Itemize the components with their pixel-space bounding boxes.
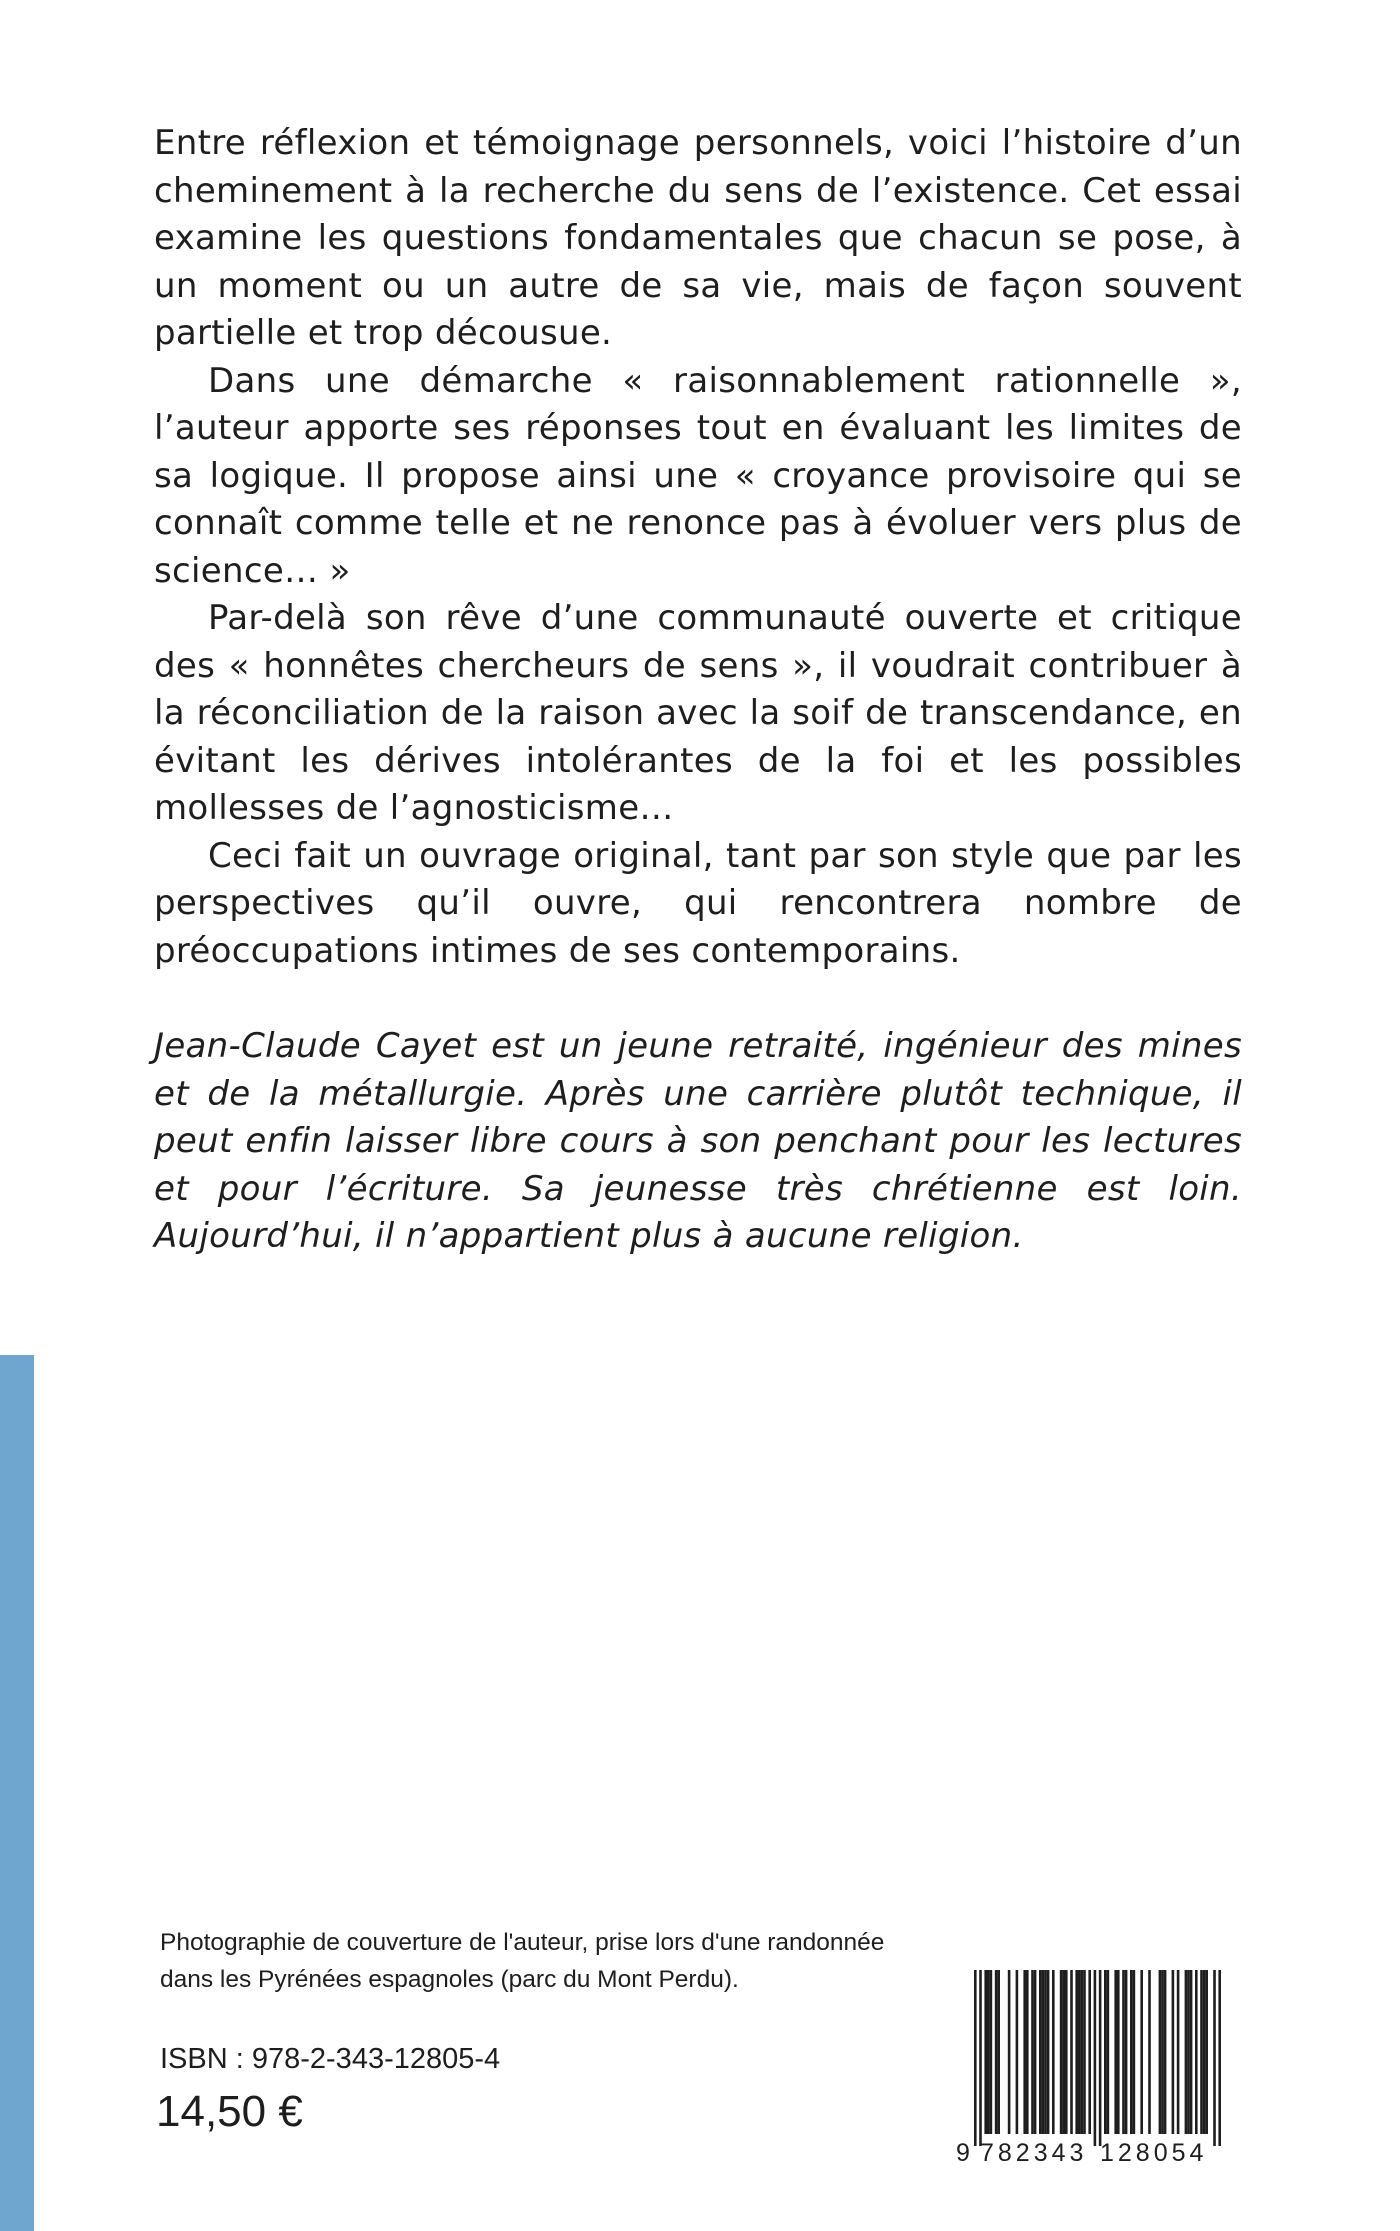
accent-side-bar — [0, 1355, 34, 2231]
barcode-bar — [1070, 1970, 1073, 2134]
barcode-bar — [1062, 1970, 1065, 2134]
barcode-bar — [1122, 1970, 1125, 2134]
barcode-first-digit: 9 — [956, 2139, 970, 2166]
barcode-bar — [1205, 1970, 1208, 2134]
barcode-right-digits: 128054 — [1100, 2139, 1208, 2166]
barcode-bar — [974, 1970, 977, 2146]
barcode-left-digits: 782343 — [980, 2139, 1088, 2166]
barcode-bar — [1133, 1970, 1136, 2134]
barcode-bar — [995, 1970, 998, 2134]
barcode-bar — [1177, 1970, 1180, 2134]
barcode-bar — [997, 1970, 1000, 2134]
barcode-bar — [1016, 1970, 1019, 2134]
barcode-bar — [1060, 1970, 1063, 2134]
barcode-bar — [1094, 1970, 1097, 2146]
barcode-bar — [1172, 1970, 1175, 2134]
barcode-bar — [1083, 1970, 1086, 2134]
barcode-bar — [1200, 1970, 1203, 2134]
barcode-bar — [1088, 1970, 1091, 2134]
barcode-bar — [1047, 1970, 1050, 2134]
barcode-bar — [1117, 1970, 1120, 2134]
photo-credit-line: Photographie de couverture de l'auteur, prise lors d'une randonnée — [160, 1929, 885, 1956]
barcode — [950, 1966, 1230, 2166]
barcode-bar — [1148, 1970, 1151, 2134]
barcode-bar — [1107, 1970, 1110, 2134]
author-bio-text: est un jeune retraité, ingénieur des mines et de la métallurgie. Après une carrière plutôt technique, il peut enfin laisser libre cours à son penchant pour les lectures et pour l’écriture. Sa jeunesse très chrétienne est loin. Aujourd’hui, il n’appartient plus à aucune religion. — [154, 1026, 1242, 1256]
barcode-bar — [1185, 1970, 1188, 2134]
barcode-bar — [1140, 1970, 1143, 2134]
barcode-bar — [1130, 1970, 1133, 2134]
barcode-bar — [1039, 1970, 1042, 2134]
barcode-bar — [979, 1970, 982, 2146]
barcode-bar — [1075, 1970, 1078, 2134]
barcode-bar — [1031, 1970, 1034, 2134]
barcode-bar — [1078, 1970, 1081, 2134]
barcode-bar — [1213, 1970, 1216, 2146]
barcode-bar — [1114, 1970, 1117, 2134]
back-cover-summary — [154, 120, 1242, 975]
summary-paragraph: Par-delà son rêve d’une communauté ouverte et critique des « honnêtes chercheurs de sens », il voudrait contribuer à la réconciliation de la raison avec la soif de transcendance, en évitant les dérives intolérantes de la foi et les possibles mollesses de l’agnosticisme… — [154, 598, 1242, 828]
barcode-bar — [1081, 1970, 1084, 2134]
barcode-bar — [1042, 1970, 1045, 2134]
barcode-bar — [1195, 1970, 1198, 2134]
isbn: ISBN : 978-2-343-12805-4 — [160, 2043, 501, 2075]
barcode-bar — [1203, 1970, 1206, 2134]
author-name: Jean-Claude Cayet — [154, 1026, 477, 1066]
barcode-bar — [1008, 1970, 1011, 2134]
barcode-bar — [1161, 1970, 1164, 2134]
barcode-bar — [1164, 1970, 1167, 2134]
summary-paragraph: Dans une démarche « raisonnablement rationnelle », l’auteur apporte ses réponses tout en évaluant les limites de sa logique. Il propose ainsi une « croyance provisoire qui se connaît comme telle et ne renonce pas à évoluer vers plus de science… » — [154, 360, 1242, 591]
barcode-bar — [1044, 1970, 1047, 2134]
barcode-bar — [1125, 1970, 1128, 2134]
summary-paragraph: Entre réflexion et témoignage personnels, voici l’histoire d’un cheminement à la recherche du sens de l’existence. Cet essai examine les questions fondamentales que chacun se pose, à un moment ou un autre de sa vie, mais de façon souvent partielle et trop décousue. — [154, 123, 1242, 353]
barcode-bar — [1023, 1970, 1026, 2134]
barcode-bar — [1104, 1970, 1107, 2134]
author-bio — [154, 1023, 1242, 1261]
summary-paragraph: Ceci fait un ouvrage original, tant par son style que par les perspectives qu’il ouvre, qui rencontrera nombre de préoccupations intimes de ses contemporains. — [154, 835, 1242, 971]
photo-credit-line: dans les Pyrénées espagnoles (parc du Mont Perdu). — [160, 1966, 739, 1993]
photo-credit — [160, 1924, 920, 1998]
barcode-bar — [990, 1970, 993, 2134]
barcode-bar — [1187, 1970, 1190, 2134]
barcode-bar — [1034, 1970, 1037, 2134]
barcode-bar — [1052, 1970, 1055, 2134]
barcode-bar — [1159, 1970, 1162, 2134]
barcode-bar — [984, 1970, 987, 2134]
barcode-bar — [1026, 1970, 1029, 2134]
barcode-bar — [987, 1970, 990, 2134]
barcode-bar — [1099, 1970, 1102, 2146]
barcode-bar — [1218, 1970, 1221, 2146]
barcode-bar — [1065, 1970, 1068, 2134]
price: 14,50 € — [156, 2087, 303, 2136]
barcode-bar — [1190, 1970, 1193, 2134]
